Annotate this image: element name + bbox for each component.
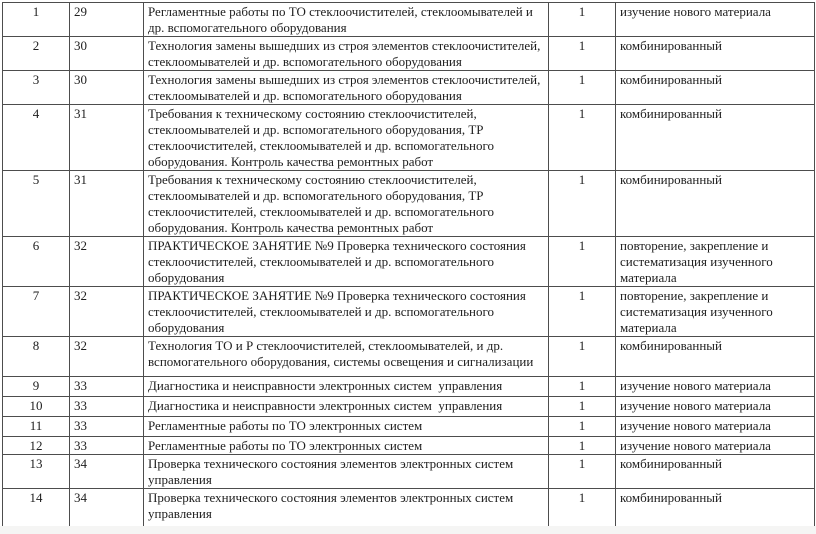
topic-description-cell: ПРАКТИЧЕСКОЕ ЗАНЯТИЕ №9 Проверка технического состояния стеклоочистителей, стеклоомывателей и др. вспомогательного оборудования [144,237,549,287]
topic-description-cell: Регламентные работы по ТО стеклоочистителей, стеклоомывателей и др. вспомогательного оборудования [144,3,549,37]
hours-cell: 1 [549,3,616,37]
row-number-cell: 5 [3,171,70,237]
topic-number-cell: 31 [70,171,144,237]
topic-description-cell: Диагностика и неисправности электронных систем управления [144,397,549,417]
topic-number-cell: 34 [70,455,144,489]
hours-cell: 1 [549,71,616,105]
hours-cell: 1 [549,337,616,377]
lesson-type-cell: комбинированный [616,71,815,105]
topic-number-cell: 31 [70,105,144,171]
lesson-type-cell: повторение, закрепление и систематизация изученного материала [616,287,815,337]
row-number-cell: 1 [3,3,70,37]
table-row [3,417,815,437]
lesson-type-cell: изучение нового материала [616,377,815,397]
row-number-cell: 13 [3,455,70,489]
lesson-plan-table-body [3,3,815,527]
table-row [3,3,815,37]
hours-cell: 1 [549,455,616,489]
table-row [3,287,815,337]
lesson-type-cell: изучение нового материала [616,417,815,437]
table-row [3,455,815,489]
hours-cell: 1 [549,489,616,527]
row-number-cell: 4 [3,105,70,171]
hours-cell: 1 [549,397,616,417]
topic-description-cell: Технология замены вышедших из строя элементов стеклоочистителей, стеклоомывателей и др. вспомогательного оборудования [144,37,549,71]
topic-number-cell: 32 [70,237,144,287]
hours-cell: 1 [549,105,616,171]
table-row [3,397,815,417]
topic-description-cell: Требования к техническому состоянию стеклоочистителей, стеклоомывателей и др. вспомогательного оборудования, ТР стеклоочистителей, стеклоомывателей и др. вспомогательного оборудования. Контроль качества ремонтных работ [144,105,549,171]
page-bottom-edge [0,526,816,534]
topic-number-cell: 33 [70,377,144,397]
table-row [3,437,815,455]
hours-cell: 1 [549,37,616,71]
row-number-cell: 10 [3,397,70,417]
row-number-cell: 8 [3,337,70,377]
topic-description-cell: Проверка технического состояния элементов электронных систем управления [144,455,549,489]
topic-description-cell: Проверка технического состояния элементов электронных систем управления [144,489,549,527]
topic-number-cell: 33 [70,397,144,417]
hours-cell: 1 [549,171,616,237]
topic-number-cell: 30 [70,71,144,105]
lesson-type-cell: комбинированный [616,105,815,171]
hours-cell: 1 [549,417,616,437]
table-row [3,489,815,527]
topic-description-cell: Технология замены вышедших из строя элементов стеклоочистителей, стеклоомывателей и др. вспомогательного оборудования [144,71,549,105]
table-row [3,337,815,377]
table-row [3,37,815,71]
lesson-type-cell: изучение нового материала [616,397,815,417]
lesson-type-cell: комбинированный [616,455,815,489]
hours-cell: 1 [549,377,616,397]
topic-number-cell: 32 [70,287,144,337]
topic-description-cell: Требования к техническому состоянию стеклоочистителей, стеклоомывателей и др. вспомогательного оборудования, ТР стеклоочистителей, стеклоомывателей и др. вспомогательного оборудования. Контроль качества ремонтных работ [144,171,549,237]
topic-description-cell: Регламентные работы по ТО электронных систем [144,437,549,455]
row-number-cell: 11 [3,417,70,437]
lesson-type-cell: комбинированный [616,171,815,237]
table-row [3,237,815,287]
table-row [3,377,815,397]
lesson-type-cell: комбинированный [616,37,815,71]
table-row [3,71,815,105]
lesson-type-cell: изучение нового материала [616,437,815,455]
topic-description-cell: Диагностика и неисправности электронных систем управления [144,377,549,397]
row-number-cell: 2 [3,37,70,71]
table-row [3,171,815,237]
topic-number-cell: 33 [70,437,144,455]
hours-cell: 1 [549,237,616,287]
topic-number-cell: 30 [70,37,144,71]
lesson-type-cell: повторение, закрепление и систематизация изученного материала [616,237,815,287]
row-number-cell: 3 [3,71,70,105]
row-number-cell: 14 [3,489,70,527]
topic-description-cell: Регламентные работы по ТО электронных систем [144,417,549,437]
row-number-cell: 7 [3,287,70,337]
lesson-type-cell: изучение нового материала [616,3,815,37]
topic-description-cell: ПРАКТИЧЕСКОЕ ЗАНЯТИЕ №9 Проверка технического состояния стеклоочистителей, стеклоомывателей и др. вспомогательного оборудования [144,287,549,337]
hours-cell: 1 [549,437,616,455]
lesson-type-cell: комбинированный [616,489,815,527]
table-row [3,105,815,171]
topic-number-cell: 33 [70,417,144,437]
topic-description-cell: Технология ТО и Р стеклоочистителей, стеклоомывателей, и др. вспомогательного оборудования, системы освещения и сигнализации [144,337,549,377]
topic-number-cell: 34 [70,489,144,527]
topic-number-cell: 29 [70,3,144,37]
topic-number-cell: 32 [70,337,144,377]
row-number-cell: 12 [3,437,70,455]
lesson-type-cell: комбинированный [616,337,815,377]
lesson-plan-table [2,2,815,527]
row-number-cell: 6 [3,237,70,287]
hours-cell: 1 [549,287,616,337]
row-number-cell: 9 [3,377,70,397]
